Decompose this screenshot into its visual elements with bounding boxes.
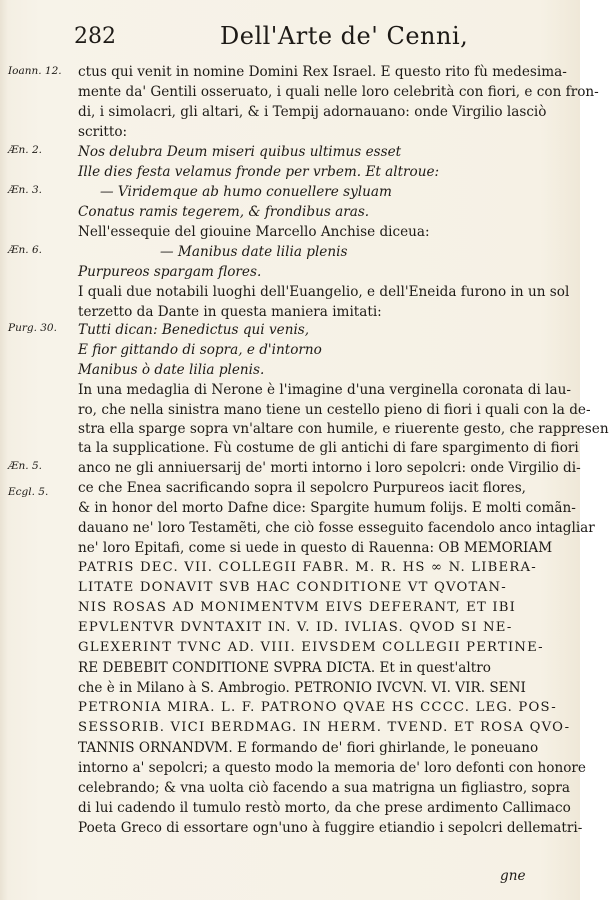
margin-note: Ecgl. 5.: [8, 486, 49, 498]
margin-note: Æn. 2.: [8, 144, 42, 156]
text-line: I quali due notabili luoghi dell'Euangelio, e dell'Eneida furono in un sol: [78, 284, 570, 300]
text-line: In una medaglia di Nerone è l'imagine d'una verginella coronata di lau-: [78, 382, 571, 398]
text-line: stra ella sparge sopra vn'altare con humile, e riuerente gesto, che rappresen: [78, 421, 609, 437]
text-line: che è in Milano à S. Ambrogio. PETRONIO IVCVN. VI. VIR. SENI: [78, 680, 526, 696]
text-line: celebrando; & vna uolta ciò facendo a sua matrigna un figliastro, sopra: [78, 780, 570, 796]
text-line: Nell'essequie del giouine Marcello Anchise diceua:: [78, 224, 430, 240]
text-line: ro, che nella sinistra mano tiene un cestello pieno di fiori i quali con la de-: [78, 402, 591, 418]
inscription-line: LITATE DONAVIT SVB HAC CONDITIONE VT QVOTAN-: [78, 580, 507, 595]
text-line: ctus qui venit in nomine Domini Rex Israel. E questo rito fù medesima-: [78, 64, 567, 80]
text-line: terzetto da Dante in questa maniera imitati:: [78, 304, 382, 320]
inscription-line: SESSORIB. VICI BERDMAG. IN HERM. TVEND. ET ROSA QVO-: [78, 720, 571, 735]
verse-line: Tutti dican: Benedictus qui venis,: [78, 322, 310, 338]
margin-note: Æn. 3.: [8, 184, 42, 196]
inscription-line: PETRONIA MIRA. L. F. PATRONO QVAE HS CCCC. LEG. POS-: [78, 700, 557, 715]
page-header: [70, 20, 570, 60]
verse-line: Conatus ramis tegerem, & frondibus aras.: [78, 204, 370, 220]
text-line: ta la supplicatione. Fù costume de gli antichi di fare spargimento di fiori: [78, 440, 579, 456]
inscription-line: EPVLENTVR DVNTAXIT IN. V. ID. IVLIAS. QVOD SI NE-: [78, 620, 513, 635]
verse-line: Nos delubra Deum miseri quibus ultimus esset: [78, 144, 402, 160]
margin-note: Ioann. 12.: [8, 65, 62, 77]
text-line: ce che Enea sacrificando sopra il sepolcro Purpureos iacit flores,: [78, 480, 526, 496]
verse-line: Ille dies festa velamus fronde per vrbem. Et altroue:: [78, 164, 440, 180]
text-line: ne' loro Epitafi, come si uede in questo di Rauenna: OB MEMORIAM: [78, 540, 553, 556]
text-line: scritto:: [78, 124, 128, 140]
inscription-line: PATRIS DEC. VII. COLLEGII FABR. M. R. HS ∞ N. LIBERA-: [78, 560, 537, 575]
inscription-line: GLEXERINT TVNC AD. VIII. EIVSDEM COLLEGII PERTINE-: [78, 640, 544, 655]
inscription-line: NIS ROSAS AD MONIMENTVM EIVS DEFERANT, ET IBI: [78, 600, 517, 615]
text-line: Poeta Greco di essortare ogn'uno à fuggire etiandio i sepolcri dellematri-: [78, 820, 583, 836]
running-title: Dell'Arte de' Cenni,: [220, 22, 469, 50]
text-line: dauano ne' loro Testamẽti, che ciò fosse esseguito facendolo anco intagliar: [78, 520, 595, 536]
text-line: di, i simolacri, gli altari, & i Tempij adornauano: onde Virgilio lasciò: [78, 104, 547, 120]
text-line: & in honor del morto Dafne dice: Spargite humum folijs. E molti comãn-: [78, 500, 576, 516]
text-line: mente da' Gentili osseruato, i quali nelle loro celebrità con fiori, e con fron-: [78, 84, 599, 100]
page-number: 282: [74, 24, 116, 49]
text-line: RE DEBEBIT CONDITIONE SVPRA DICTA. Et in quest'altro: [78, 660, 491, 676]
catchword: gne: [500, 868, 526, 884]
verse-line: Manibus ò date lilia plenis.: [78, 362, 265, 378]
verse-line: Purpureos spargam flores.: [78, 264, 262, 280]
verse-line: E fior gittando di sopra, e d'intorno: [78, 342, 322, 358]
text-line: anco ne gli anniuersarij de' morti intorno i loro sepolcri: onde Virgilio di-: [78, 460, 581, 476]
text-line: di lui cadendo il tumulo restò morto, da che prese ardimento Callimaco: [78, 800, 571, 816]
verse-line: — Manibus date lilia plenis: [160, 244, 348, 260]
margin-note: Purg. 30.: [8, 322, 57, 334]
text-line: TANNIS ORNANDVM. E formando de' fiori ghirlande, le poneuano: [78, 740, 539, 756]
margin-note: Æn. 6.: [8, 244, 42, 256]
text-line: intorno a' sepolcri; a questo modo la memoria de' loro defonti con honore: [78, 760, 586, 776]
margin-note: Æn. 5.: [8, 460, 42, 472]
verse-line: — Viridemque ab humo conuellere syluam: [100, 184, 392, 200]
